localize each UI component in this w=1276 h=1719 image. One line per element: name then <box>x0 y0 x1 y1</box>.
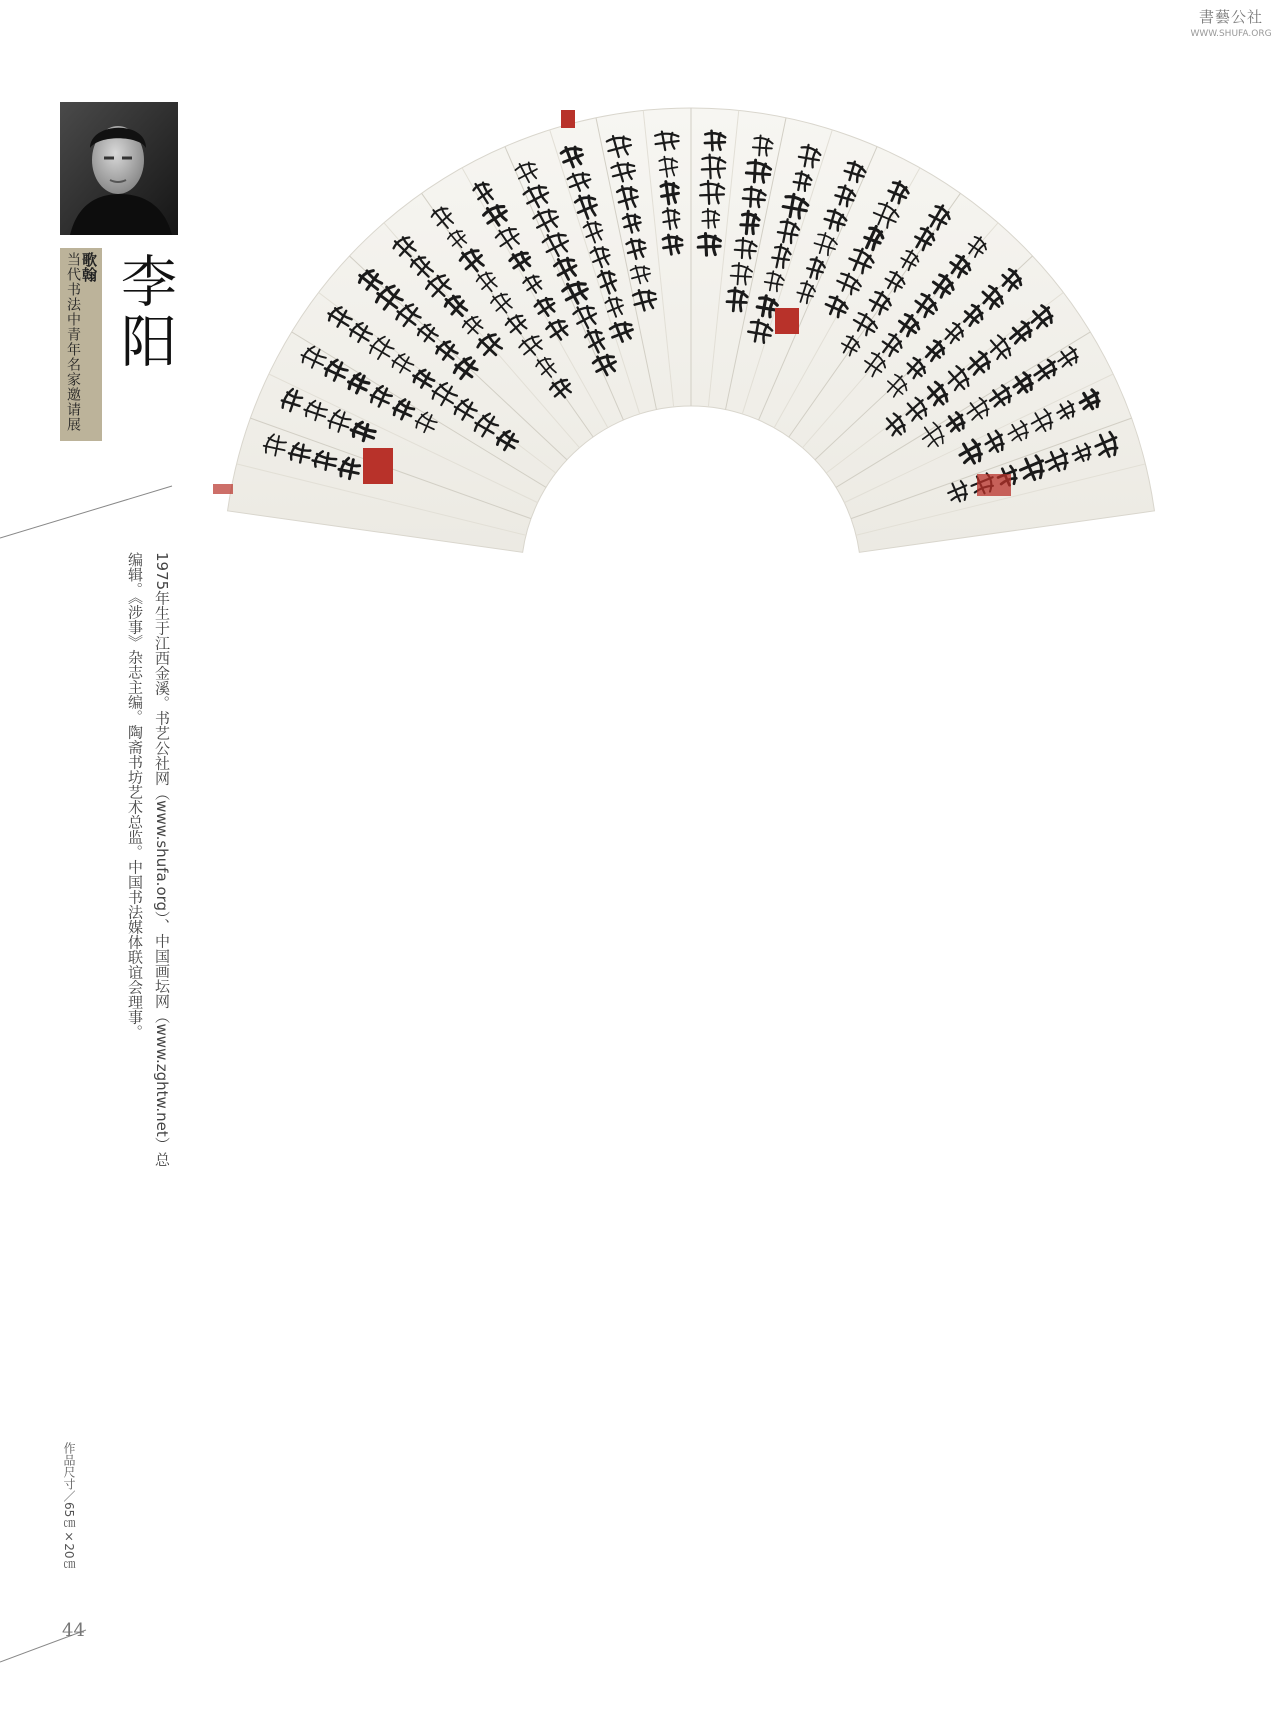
fan-artwork <box>205 100 1165 580</box>
seal-top <box>561 110 575 128</box>
seal-middle <box>775 308 799 334</box>
column-name: 歌翰 <box>80 252 98 282</box>
series-label <box>60 248 102 441</box>
page-number: 44 <box>62 1620 85 1641</box>
divider-line-top <box>0 486 172 538</box>
artist-portrait <box>60 102 178 235</box>
seal-right <box>977 474 1011 496</box>
watermark-url: WWW.SHUFA.ORG <box>1190 29 1272 39</box>
series-title: 当代书法中青年名家邀请展 <box>65 252 81 432</box>
artist-name: 李阳 <box>112 252 177 372</box>
artwork-size-note: 作品尺寸／65㎝×20㎝ <box>62 1442 76 1571</box>
seal-left-large <box>363 448 393 484</box>
artist-biography: 1975年生于江西金溪。书艺公社网（www.shufa.org）、中国画坛网（www.zghtw.net）总编辑。《涉事》杂志主编。陶斋书坊艺术总监。中国书法媒体联谊会理事。 <box>126 552 171 1167</box>
seal-left-small <box>213 484 233 494</box>
watermark-script: 書藝公社 <box>1198 8 1263 26</box>
